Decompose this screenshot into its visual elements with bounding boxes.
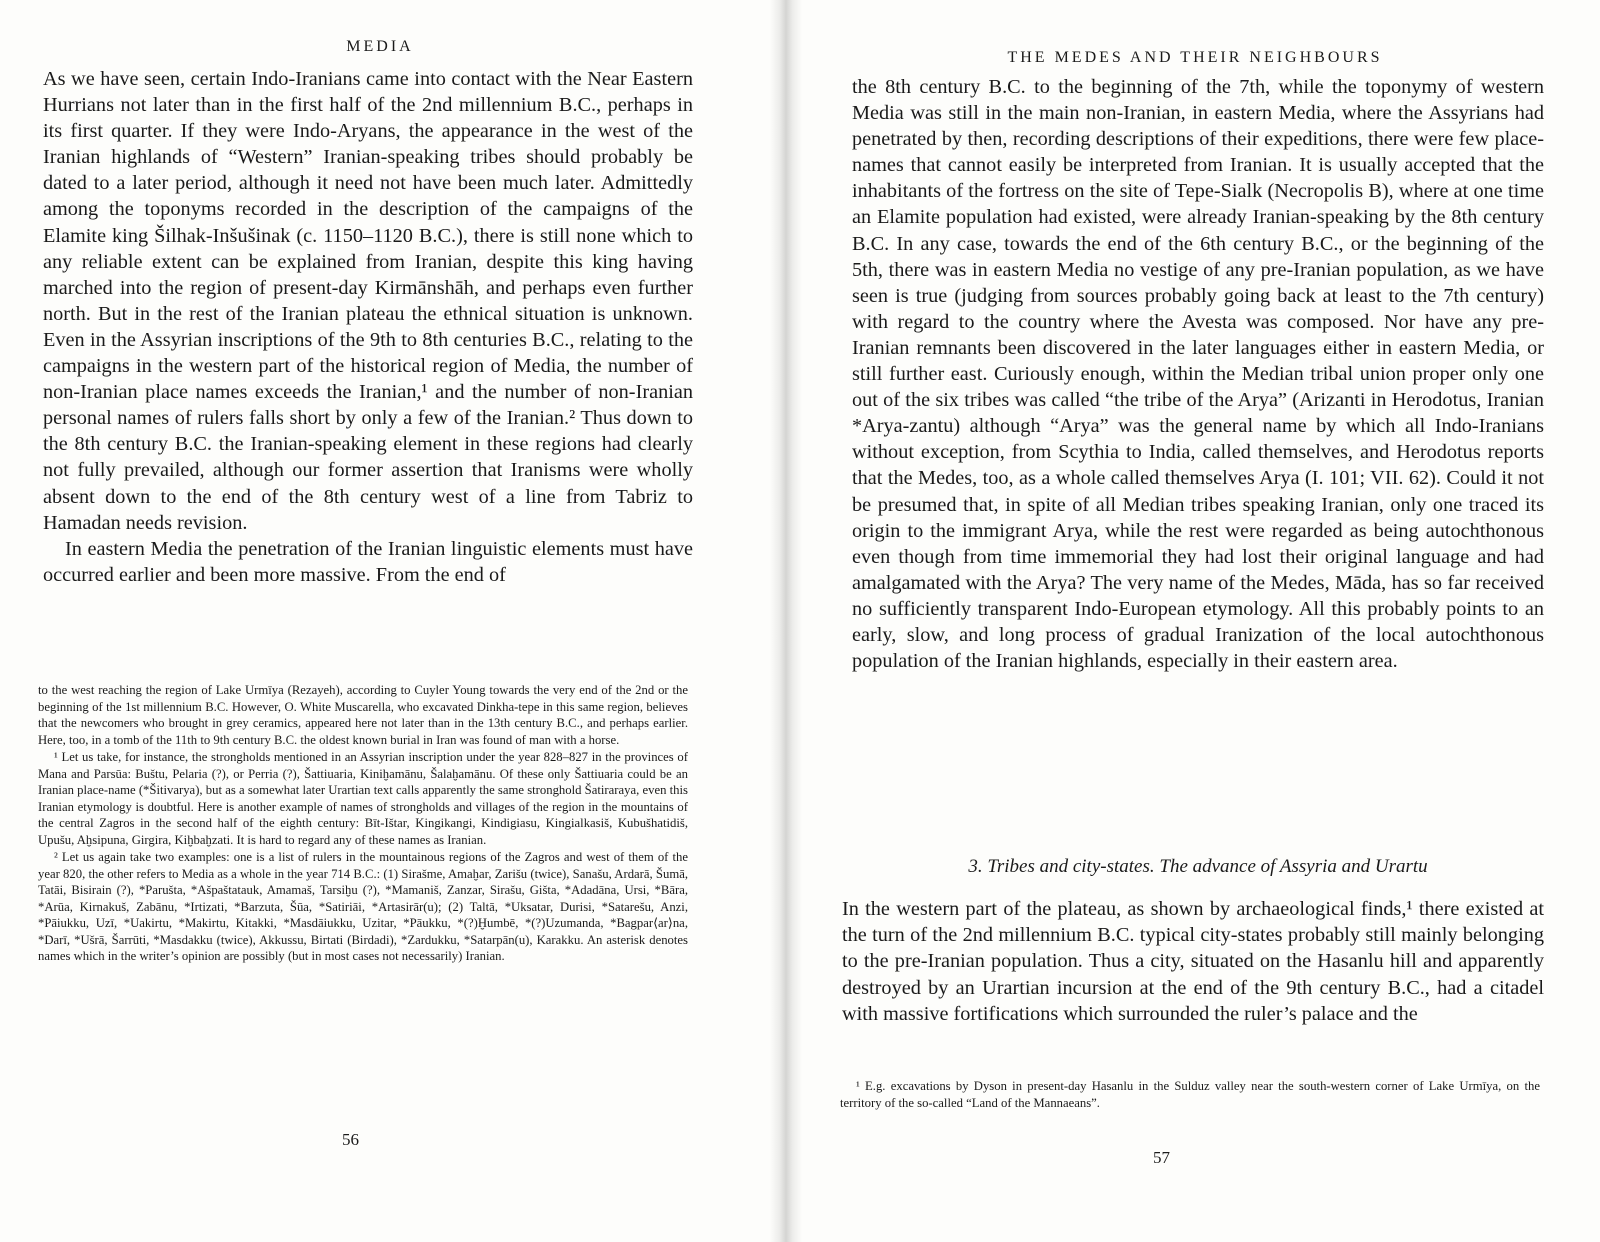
main-text	[852, 74, 1544, 674]
paragraph: In the western part of the plateau, as shown by archaeological finds,¹ there existed at the turn of the 2nd millennium B.C. typical city-states probably still mainly belonging to the pre-Iranian population. Thus a city, situated on the Hasanlu hill and apparently destroyed by an Urartian incursion at the end of the 9th century B.C., had a citadel with massive fortifications which surrounded the ruler’s palace and the	[842, 898, 1544, 1025]
footnote-1: ¹ E.g. excavations by Dyson in present-day Hasanlu in the Sulduz valley near the south-western corner of Lake Urmīya, on the territory of the so-called “Land of the Mannaeans”.	[840, 1079, 1540, 1110]
running-head: MEDIA	[346, 38, 414, 55]
footnote-continuation: to the west reaching the region of Lake Urmīya (Rezayeh), according to Cuyler Young towards the very end of the 2nd or the beginning of the 1st millennium B.C. However, O. White Muscarella, who excavated Dinkha-tepe in this same region, believes that the newcomers who brought in grey ceramics, appeared here not later than in the 13th century B.C., and perhaps earlier. Here, too, in a tomb of the 11th to 9th century B.C. the oldest known burial in Iran was found of man with a horse.	[38, 683, 688, 747]
left-page	[0, 0, 780, 1242]
page-number: 57	[1153, 1148, 1170, 1167]
right-page	[790, 0, 1600, 1242]
section-text	[842, 896, 1544, 1027]
footnote-2: ² Let us again take two examples: one is a list of rulers in the mountainous regions of the Zagros and west of them of the year 820, the other refers to Media as a whole in the year 714 B.C.: (1) Sirašme, Amaḫar, Zarišu (twice), Sanašu, Ardarā, Šumā, Tatāi, Bisirain (?), *Parušta, *Ašpaštatauk, Amamaš, Tarsiḫu (?), *Mamaniš, Zanzar, Sirašu, Gišta, *Adadāna, Ursi, *Bāra, *Arūa, Kirnakuš, Zabānu, *Irtizati, *Barzuta, Šūa, *Satiriāi, *Artasirār(u); (2) Taltā, *Uksatar, Durisi, *Satarešu, Anzi, *Pāiukku, Uzī, *Uakirtu, *Makirtu, Kitakki, *Masdāiukku, Uzitar, *Pāukku, *(?)Ḫumbē, *(?)Uzumanda, *Bagpar⟨ar⟩na, *Darī, *Ušrā, Šarrūti, *Masdakku (twice), Akkussu, Birtati (Birdadi), *Zardukku, *Satarpān(u), Karakku. An asterisk denotes names which in the writer’s opinion are possibly (but in most cases not necessarily) Iranian.	[38, 850, 688, 963]
page-number: 56	[342, 1130, 359, 1149]
running-head: THE MEDES AND THEIR NEIGHBOURS	[1007, 49, 1383, 66]
paragraph: the 8th century B.C. to the beginning of the 7th, while the toponymy of western Media was still in the main non-Iranian, in eastern Media, where the Assyrians had penetrated by then, recording descriptions of their expeditions, there were few place-names that cannot easily be interpreted from Iranian. It is usually accepted that the inhabitants of the fortress on the site of Tepe-Sialk (Necropolis B), where at one time an Elamite population had existed, were already Iranian-speaking by the 8th century B.C. In any case, towards the end of the 6th century B.C., or the beginning of the 5th, there was in eastern Media no vestige of any pre-Iranian population, as we have seen is true (judging from sources probably going back at least to the 7th century) with regard to the country where the Avesta was composed. Nor have any pre-Iranian remnants been discovered in the later languages either in eastern Media, or still further east. Curiously enough, within the Median tribal union proper only one out of the six tribes was called “the tribe of the Arya” (Arizanti in Herodotus, Iranian *Arya-zantu) although “Arya” was the general name by which all Indo-Iranians without exception, from Scythia to India, called themselves, and Herodotus reports that the Medes, too, as a whole called themselves Arya (I. 101; VII. 62). Could it not be presumed that, in spite of all Median tribes speaking Iranian, only one traced its origin to the immigrant Arya, while the rest were regarded as being autochthonous even though from time immemorial they had lost their original language and had amalgamated with the Arya? The very name of the Medes, Māda, has so far received no sufficiently transparent Indo-European etymology. All this probably points to an early, slow, and long process of gradual Iranization of the local autochthonous population of the Iranian highlands, especially in their eastern area.	[852, 76, 1544, 673]
paragraph: As we have seen, certain Indo-Iranians came into contact with the Near Eastern Hurrians not later than in the first half of the 2nd millennium B.C., perhaps in its first quarter. If they were Indo-Aryans, the appearance in the west of the Iranian highlands of “Western” Iranian-speaking tribes should probably be dated to a later period, although it need not have been much later. Admittedly among the toponyms recorded in the description of the campaigns of the Elamite king Šilhak-Inšušinak (c. 1150–1120 B.C.), there is still none which to any reliable extent can be explained from Iranian, despite this king having marched into the region of present-day Kirmānshāh, and perhaps even further north. But in the rest of the Iranian plateau the ethnical situation is unknown. Even in the Assyrian inscriptions of the 9th to 8th centuries B.C., relating to the campaigns in the western part of the historical region of Media, the number of non-Iranian place names exceeds the Iranian,¹ and the number of non-Iranian personal names of rulers falls short by only a few of the Iranian.² Thus down to the 8th century B.C. the Iranian-speaking element in these regions had clearly not fully prevailed, although our former assertion that Iranisms were wholly absent down to the end of the 8th century west of a line from Tabriz to Hamadan needs revision.	[43, 68, 693, 534]
section-heading: 3. Tribes and city-states. The advance of Assyria and Urartu	[968, 856, 1428, 877]
footnotes	[38, 682, 688, 966]
footnotes	[840, 1078, 1540, 1112]
paragraph: In eastern Media the penetration of the Iranian linguistic elements must have occurred earlier and been more massive. From the end of	[43, 537, 693, 586]
footnote-1: ¹ Let us take, for instance, the strongholds mentioned in an Assyrian inscription under the year 828–827 in the provinces of Mana and Parsūa: Buštu, Pelaria (?), or Perria (?), Šattiuaria, Kiniḫamānu, Šalaḫamānu. Of these only Šattiuaria could be an Iranian place-name (*Šitivarya), but as a somewhat later Urartian text calls apparently the same stronghold Šatiraraya, even this Iranian etymology is doubtful. Here is another example of names of strongholds and villages of the region in the mountains of the central Zagros in the second half of the eighth century: Bīt-Ištar, Kingikangi, Kindigiasu, Kingialkasiš, Kubušhatidiš, Upušu, Aḫsipuna, Girgira, Kiḫbaḫzati. It is hard to regard any of these names as Iranian.	[38, 750, 688, 847]
main-text	[43, 66, 693, 588]
